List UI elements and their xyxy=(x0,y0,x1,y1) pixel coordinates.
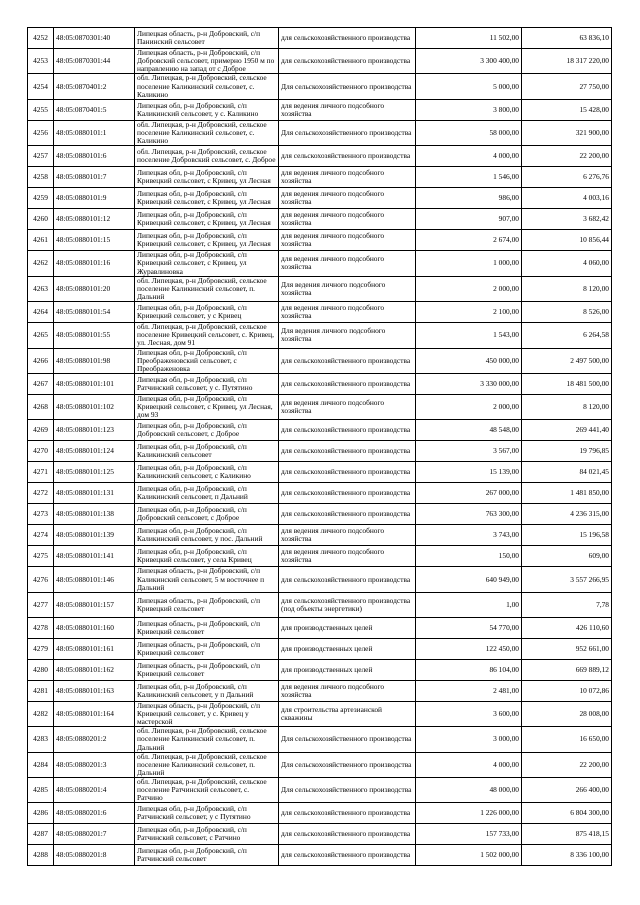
row-number-cell: 4269 xyxy=(28,420,54,441)
row-number-cell: 4257 xyxy=(28,146,54,167)
address-cell: Липецкая обл, р-н Добровский, с/п Ратчинский сельсовет, с Ратчино xyxy=(135,824,279,845)
cadastral-number-cell: 48:05:0880101:54 xyxy=(54,302,135,323)
cadastral-number-cell: 48:05:0880101:138 xyxy=(54,504,135,525)
table-row xyxy=(28,394,612,419)
table-row xyxy=(28,803,612,824)
cadastral-value-cell: 426 110,60 xyxy=(522,617,612,638)
cadastral-number-cell: 48:05:0880101:131 xyxy=(54,483,135,504)
cadastral-number-cell: 48:05:0880101:123 xyxy=(54,420,135,441)
table-row xyxy=(28,230,612,251)
table-row xyxy=(28,638,612,659)
table-row xyxy=(28,120,612,145)
address-cell: обл. Липецкая, р-н Добровский, сельское поселение Ратчинский сельсовет, с. Ратчино xyxy=(135,778,279,803)
permitted-use-cell: для ведения личного подсобного хозяйства xyxy=(279,251,416,276)
cadastral-value-cell: 15 428,00 xyxy=(522,99,612,120)
row-number-cell: 4260 xyxy=(28,209,54,230)
cadastral-number-cell: 48:05:0880101:146 xyxy=(54,567,135,592)
area-cell: 3 743,00 xyxy=(416,525,522,546)
area-cell: 1 226 000,00 xyxy=(416,803,522,824)
area-cell: 3 000,00 xyxy=(416,727,522,752)
address-cell: Липецкая обл, р-н Добровский, с/п Кривецкий сельсовет, с Кривец, ул Лесная, дом 93 xyxy=(135,394,279,419)
row-number-cell: 4264 xyxy=(28,302,54,323)
area-cell: 58 000,00 xyxy=(416,120,522,145)
cadastral-value-cell: 269 441,40 xyxy=(522,420,612,441)
cadastral-value-cell: 266 400,00 xyxy=(522,778,612,803)
row-number-cell: 4278 xyxy=(28,617,54,638)
row-number-cell: 4274 xyxy=(28,525,54,546)
table-row xyxy=(28,251,612,276)
cadastral-number-cell: 48:05:0880101:161 xyxy=(54,638,135,659)
cadastral-value-cell: 15 196,58 xyxy=(522,525,612,546)
permitted-use-cell: Для сельскохозяйственного производства xyxy=(279,727,416,752)
cadastral-number-cell: 48:05:0880101:141 xyxy=(54,546,135,567)
address-cell: Липецкая обл, р-н Добровский, с/п Кривецкий сельсовет, с Кривец, ул Лесная xyxy=(135,209,279,230)
row-number-cell: 4270 xyxy=(28,441,54,462)
cadastral-value-cell: 8 120,00 xyxy=(522,394,612,419)
cadastral-value-cell: 6 804 300,00 xyxy=(522,803,612,824)
area-cell: 2 000,00 xyxy=(416,394,522,419)
table-body xyxy=(28,28,612,866)
cadastral-number-cell: 48:05:0880201:6 xyxy=(54,803,135,824)
row-number-cell: 4266 xyxy=(28,348,54,373)
permitted-use-cell: для ведения личного подсобного хозяйства xyxy=(279,230,416,251)
table-row xyxy=(28,824,612,845)
cadastral-value-cell: 6 276,76 xyxy=(522,167,612,188)
cadastral-value-cell: 3 682,42 xyxy=(522,209,612,230)
area-cell: 48 548,00 xyxy=(416,420,522,441)
area-cell: 267 000,00 xyxy=(416,483,522,504)
cadastral-value-cell: 16 650,00 xyxy=(522,727,612,752)
area-cell: 450 000,00 xyxy=(416,348,522,373)
cadastral-value-cell: 4 236 315,00 xyxy=(522,504,612,525)
address-cell: Липецкая обл, р-н Добровский, с/п Кривецкий сельсовет, с Кривец, ул Лесная xyxy=(135,188,279,209)
cadastral-number-cell: 48:05:0880101:124 xyxy=(54,441,135,462)
area-cell: 86 104,00 xyxy=(416,659,522,680)
area-cell: 4 000,00 xyxy=(416,146,522,167)
area-cell: 2 100,00 xyxy=(416,302,522,323)
address-cell: Липецкая область, р-н Добровский, с/п Кривецкий сельсовет, у с. Кривец у мастерской xyxy=(135,701,279,726)
area-cell: 1,00 xyxy=(416,592,522,617)
cadastral-number-cell: 48:05:0880101:12 xyxy=(54,209,135,230)
address-cell: Липецкая обл, р-н Добровский, с/п Каликинский сельсовет, с Каликино xyxy=(135,462,279,483)
row-number-cell: 4279 xyxy=(28,638,54,659)
address-cell: обл. Липецкая, р-н Добровский, сельское поселение Каликинский сельсовет, п. Дальний xyxy=(135,276,279,301)
cadastral-value-cell: 8 336 100,00 xyxy=(522,845,612,866)
area-cell: 2 000,00 xyxy=(416,276,522,301)
area-cell: 150,00 xyxy=(416,546,522,567)
row-number-cell: 4261 xyxy=(28,230,54,251)
address-cell: обл. Липецкая, р-н Добровский, сельское поселение Кривецкий сельсовет, с. Кривец, ул. Лесная, дом 91 xyxy=(135,323,279,348)
area-cell: 907,00 xyxy=(416,209,522,230)
permitted-use-cell: для строительства артезианской скважины xyxy=(279,701,416,726)
row-number-cell: 4267 xyxy=(28,373,54,394)
area-cell: 763 300,00 xyxy=(416,504,522,525)
permitted-use-cell: для сельскохозяйственного производства xyxy=(279,483,416,504)
area-cell: 54 770,00 xyxy=(416,617,522,638)
permitted-use-cell: Для сельскохозяйственного производства xyxy=(279,74,416,99)
table-row xyxy=(28,276,612,301)
row-number-cell: 4259 xyxy=(28,188,54,209)
area-cell: 640 949,00 xyxy=(416,567,522,592)
permitted-use-cell: Для сельскохозяйственного производства xyxy=(279,752,416,777)
cadastral-number-cell: 48:05:0880101:15 xyxy=(54,230,135,251)
permitted-use-cell: для ведения личного подсобного хозяйства xyxy=(279,680,416,701)
permitted-use-cell: для ведения личного подсобного хозяйства xyxy=(279,394,416,419)
table-row xyxy=(28,462,612,483)
cadastral-value-cell: 321 900,00 xyxy=(522,120,612,145)
row-number-cell: 4256 xyxy=(28,120,54,145)
permitted-use-cell: для ведения личного подсобного хозяйства xyxy=(279,525,416,546)
area-cell: 2 481,00 xyxy=(416,680,522,701)
permitted-use-cell: для сельскохозяйственного производства xyxy=(279,504,416,525)
table-row xyxy=(28,845,612,866)
row-number-cell: 4272 xyxy=(28,483,54,504)
table-row xyxy=(28,483,612,504)
cadastral-number-cell: 48:05:0880101:164 xyxy=(54,701,135,726)
table-row xyxy=(28,167,612,188)
address-cell: обл. Липецкая, р-н Добровский, сельское поселение Каликинский сельсовет, п. Дальний xyxy=(135,727,279,752)
permitted-use-cell: для производственных целей xyxy=(279,617,416,638)
cadastral-value-cell: 952 661,00 xyxy=(522,638,612,659)
permitted-use-cell: для сельскохозяйственного производства xyxy=(279,49,416,74)
table-row xyxy=(28,302,612,323)
cadastral-number-cell: 48:05:0870401:2 xyxy=(54,74,135,99)
table-row xyxy=(28,659,612,680)
address-cell: Липецкая область, р-н Добровский, с/п Кривецкий сельсовет xyxy=(135,659,279,680)
address-cell: Липецкая обл, р-н Добровский, с/п Каликинский сельсовет, у пос. Дальний xyxy=(135,525,279,546)
address-cell: Липецкая обл, р-н Добровский, с/п Каликинский сельсовет, у п Дальний xyxy=(135,680,279,701)
cadastral-value-cell: 19 796,85 xyxy=(522,441,612,462)
cadastral-value-cell: 84 021,45 xyxy=(522,462,612,483)
permitted-use-cell: для сельскохозяйственного производства xyxy=(279,28,416,49)
cadastral-value-cell: 18 317 220,00 xyxy=(522,49,612,74)
address-cell: обл. Липецкая, р-н Добровский, сельское поселение Каликинский сельсовет, п. Дальний xyxy=(135,752,279,777)
permitted-use-cell: для ведения личного подсобного хозяйства xyxy=(279,302,416,323)
permitted-use-cell: для ведения личного подсобного хозяйства xyxy=(279,188,416,209)
table-row xyxy=(28,592,612,617)
area-cell: 1 502 000,00 xyxy=(416,845,522,866)
row-number-cell: 4263 xyxy=(28,276,54,301)
address-cell: Липецкая обл, р-н Добровский, с/п Ратчинский сельсовет xyxy=(135,845,279,866)
cadastral-number-cell: 48:05:0880201:7 xyxy=(54,824,135,845)
table-row xyxy=(28,525,612,546)
permitted-use-cell: для ведения личного подсобного хозяйства xyxy=(279,99,416,120)
cadastral-value-cell: 2 497 500,00 xyxy=(522,348,612,373)
table-row xyxy=(28,49,612,74)
row-number-cell: 4254 xyxy=(28,74,54,99)
cadastral-value-cell: 6 264,58 xyxy=(522,323,612,348)
cadastral-number-cell: 48:05:0880101:157 xyxy=(54,592,135,617)
cadastral-value-cell: 7,78 xyxy=(522,592,612,617)
permitted-use-cell: Для сельскохозяйственного производства xyxy=(279,778,416,803)
row-number-cell: 4252 xyxy=(28,28,54,49)
cadastral-value-cell: 8 120,00 xyxy=(522,276,612,301)
area-cell: 3 600,00 xyxy=(416,701,522,726)
cadastral-value-cell: 609,00 xyxy=(522,546,612,567)
permitted-use-cell: для сельскохозяйственного производства xyxy=(279,824,416,845)
cadastral-number-cell: 48:05:0880101:162 xyxy=(54,659,135,680)
address-cell: Липецкая область, р-н Добровский, с/п Кривецкий сельсовет xyxy=(135,592,279,617)
cadastral-value-cell: 10 072,86 xyxy=(522,680,612,701)
cadastral-value-cell: 4 003,16 xyxy=(522,188,612,209)
cadastral-number-cell: 48:05:0880101:7 xyxy=(54,167,135,188)
row-number-cell: 4255 xyxy=(28,99,54,120)
cadastral-number-cell: 48:05:0880101:139 xyxy=(54,525,135,546)
cadastral-number-cell: 48:05:0870401:5 xyxy=(54,99,135,120)
permitted-use-cell: для сельскохозяйственного производства xyxy=(279,146,416,167)
table-row xyxy=(28,701,612,726)
area-cell: 3 800,00 xyxy=(416,99,522,120)
table-row xyxy=(28,348,612,373)
address-cell: Липецкая обл, р-н Добровский, с/п Каликинский сельсовет xyxy=(135,441,279,462)
row-number-cell: 4282 xyxy=(28,701,54,726)
row-number-cell: 4288 xyxy=(28,845,54,866)
table-row xyxy=(28,752,612,777)
row-number-cell: 4286 xyxy=(28,803,54,824)
address-cell: обл. Липецкая, р-н Добровский, сельское поселение Добровский сельсовет, с. Доброе xyxy=(135,146,279,167)
cadastral-number-cell: 48:05:0880101:9 xyxy=(54,188,135,209)
cadastral-number-cell: 48:05:0870301:44 xyxy=(54,49,135,74)
area-cell: 1 546,00 xyxy=(416,167,522,188)
table-row xyxy=(28,504,612,525)
cadastral-number-cell: 48:05:0880101:160 xyxy=(54,617,135,638)
address-cell: Липецкая область, р-н Добровский, с/п Панинский сельсовет xyxy=(135,28,279,49)
cadastral-value-table xyxy=(27,27,612,866)
row-number-cell: 4268 xyxy=(28,394,54,419)
area-cell: 157 733,00 xyxy=(416,824,522,845)
address-cell: Липецкая обл, р-н Добровский, с/п Кривецкий сельсовет, с Кривец, ул Лесная xyxy=(135,167,279,188)
address-cell: Липецкая обл, р-н Добровский, с/п Ратчинский сельсовет, у с. Путятино xyxy=(135,373,279,394)
cadastral-value-cell: 1 481 850,00 xyxy=(522,483,612,504)
permitted-use-cell: для сельскохозяйственного производства (под объекты энергетики) xyxy=(279,592,416,617)
row-number-cell: 4273 xyxy=(28,504,54,525)
cadastral-number-cell: 48:05:0880201:3 xyxy=(54,752,135,777)
permitted-use-cell: для ведения личного подсобного хозяйства xyxy=(279,167,416,188)
permitted-use-cell: для сельскохозяйственного производства xyxy=(279,373,416,394)
table-row xyxy=(28,778,612,803)
row-number-cell: 4258 xyxy=(28,167,54,188)
address-cell: обл. Липецкая, р-н Добровский, сельское поселение Каликинский сельсовет, с. Каликино xyxy=(135,120,279,145)
permitted-use-cell: Для сельскохозяйственного производства xyxy=(279,120,416,145)
address-cell: Липецкая область, р-н Добровский, с/п Каликинский сельсовет, 5 м восточнее п Дальний xyxy=(135,567,279,592)
area-cell: 15 139,00 xyxy=(416,462,522,483)
cadastral-value-cell: 22 200,00 xyxy=(522,146,612,167)
cadastral-value-cell: 28 008,00 xyxy=(522,701,612,726)
row-number-cell: 4287 xyxy=(28,824,54,845)
cadastral-value-cell: 10 856,44 xyxy=(522,230,612,251)
cadastral-value-cell: 3 557 266,95 xyxy=(522,567,612,592)
cadastral-number-cell: 48:05:0880101:16 xyxy=(54,251,135,276)
address-cell: Липецкая область, р-н Добровский, с/п Кривецкий сельсовет xyxy=(135,638,279,659)
cadastral-number-cell: 48:05:0880101:102 xyxy=(54,394,135,419)
table-row xyxy=(28,727,612,752)
row-number-cell: 4281 xyxy=(28,680,54,701)
address-cell: Липецкая обл, р-н Добровский, с/п Добровский сельсовет, с Доброе xyxy=(135,420,279,441)
permitted-use-cell: для сельскохозяйственного производства xyxy=(279,348,416,373)
cadastral-value-cell: 18 481 500,00 xyxy=(522,373,612,394)
address-cell: Липецкая обл, р-н Добровский, с/п Добровский сельсовет, с Доброе xyxy=(135,504,279,525)
row-number-cell: 4276 xyxy=(28,567,54,592)
cadastral-number-cell: 48:05:0880101:55 xyxy=(54,323,135,348)
row-number-cell: 4275 xyxy=(28,546,54,567)
cadastral-number-cell: 48:05:0880201:2 xyxy=(54,727,135,752)
address-cell: Липецкая обл, р-н Добровский, с/п Преображеновский сельсовет, с Преображеновка xyxy=(135,348,279,373)
address-cell: Липецкая обл, р-н Добровский, с/п Кривецкий сельсовет, с Кривец, ул Журавлиновка xyxy=(135,251,279,276)
row-number-cell: 4271 xyxy=(28,462,54,483)
cadastral-number-cell: 48:05:0880201:4 xyxy=(54,778,135,803)
area-cell: 3 330 000,00 xyxy=(416,373,522,394)
area-cell: 5 000,00 xyxy=(416,74,522,99)
cadastral-number-cell: 48:05:0880101:163 xyxy=(54,680,135,701)
area-cell: 986,00 xyxy=(416,188,522,209)
row-number-cell: 4283 xyxy=(28,727,54,752)
cadastral-value-cell: 8 526,00 xyxy=(522,302,612,323)
area-cell: 3 567,00 xyxy=(416,441,522,462)
permitted-use-cell: для ведения личного подсобного хозяйства xyxy=(279,546,416,567)
area-cell: 48 000,00 xyxy=(416,778,522,803)
cadastral-number-cell: 48:05:0880101:20 xyxy=(54,276,135,301)
area-cell: 11 502,00 xyxy=(416,28,522,49)
area-cell: 1 543,00 xyxy=(416,323,522,348)
permitted-use-cell: для сельскохозяйственного производства xyxy=(279,441,416,462)
permitted-use-cell: для сельскохозяйственного производства xyxy=(279,420,416,441)
cadastral-number-cell: 48:05:0880101:125 xyxy=(54,462,135,483)
address-cell: Липецкая область, р-н Добровский, с/п Кривецкий сельсовет xyxy=(135,617,279,638)
row-number-cell: 4280 xyxy=(28,659,54,680)
table-row xyxy=(28,323,612,348)
cadastral-number-cell: 48:05:0880101:101 xyxy=(54,373,135,394)
row-number-cell: 4265 xyxy=(28,323,54,348)
cadastral-number-cell: 48:05:0880101:6 xyxy=(54,146,135,167)
area-cell: 3 300 400,00 xyxy=(416,49,522,74)
area-cell: 2 674,00 xyxy=(416,230,522,251)
cadastral-value-cell: 22 200,00 xyxy=(522,752,612,777)
area-cell: 1 000,00 xyxy=(416,251,522,276)
cadastral-value-cell: 875 418,15 xyxy=(522,824,612,845)
table-row xyxy=(28,28,612,49)
area-cell: 4 000,00 xyxy=(416,752,522,777)
address-cell: Липецкая обл, р-н Добровский, с/п Ратчинский сельсовет, у с Путятино xyxy=(135,803,279,824)
cadastral-value-cell: 63 836,10 xyxy=(522,28,612,49)
address-cell: Липецкая обл, р-н Добровский, с/п Кривецкий сельсовет, с Кривец, ул Лесная xyxy=(135,230,279,251)
cadastral-value-cell: 27 750,00 xyxy=(522,74,612,99)
permitted-use-cell: для производственных целей xyxy=(279,638,416,659)
table-row xyxy=(28,146,612,167)
address-cell: Липецкая обл, р-н Добровский, с/п Кривецкий сельсовет, у с Кривец xyxy=(135,302,279,323)
address-cell: Липецкая обл, р-н Добровский, с/п Каликинский сельсовет, у с. Каликино xyxy=(135,99,279,120)
table-row xyxy=(28,617,612,638)
table-row xyxy=(28,373,612,394)
row-number-cell: 4253 xyxy=(28,49,54,74)
row-number-cell: 4262 xyxy=(28,251,54,276)
address-cell: Липецкая область, р-н Добровский, с/п Добровский сельсовет, примерно 1950 м по направлению на запад от с Доброе xyxy=(135,49,279,74)
cadastral-number-cell: 48:05:0880101:98 xyxy=(54,348,135,373)
permitted-use-cell: Для ведения личного подсобного хозяйства xyxy=(279,276,416,301)
row-number-cell: 4277 xyxy=(28,592,54,617)
address-cell: обл. Липецкая, р-н Добровский, сельское поселение Каликинский сельсовет, с. Каликино xyxy=(135,74,279,99)
table-row xyxy=(28,188,612,209)
cadastral-number-cell: 48:05:0870301:40 xyxy=(54,28,135,49)
permitted-use-cell: для сельскохозяйственного производства xyxy=(279,803,416,824)
permitted-use-cell: для сельскохозяйственного производства xyxy=(279,567,416,592)
cadastral-value-cell: 669 889,12 xyxy=(522,659,612,680)
permitted-use-cell: для сельскохозяйственного производства xyxy=(279,845,416,866)
permitted-use-cell: для сельскохозяйственного производства xyxy=(279,462,416,483)
row-number-cell: 4285 xyxy=(28,778,54,803)
permitted-use-cell: Для ведения личного подсобного хозяйства xyxy=(279,323,416,348)
cadastral-number-cell: 48:05:0880101:1 xyxy=(54,120,135,145)
table-row xyxy=(28,99,612,120)
table-row xyxy=(28,680,612,701)
address-cell: Липецкая обл, р-н Добровский, с/п Каликинский сельсовет, п Дальний xyxy=(135,483,279,504)
permitted-use-cell: для производственных целей xyxy=(279,659,416,680)
cadastral-value-cell: 4 060,00 xyxy=(522,251,612,276)
address-cell: Липецкая обл, р-н Добровский, с/п Кривецкий сельсовет, у села Кривец xyxy=(135,546,279,567)
table-row xyxy=(28,420,612,441)
row-number-cell: 4284 xyxy=(28,752,54,777)
area-cell: 122 450,00 xyxy=(416,638,522,659)
cadastral-number-cell: 48:05:0880201:8 xyxy=(54,845,135,866)
table-row xyxy=(28,209,612,230)
table-row xyxy=(28,546,612,567)
permitted-use-cell: для ведения личного подсобного хозяйства xyxy=(279,209,416,230)
table-row xyxy=(28,567,612,592)
table-row xyxy=(28,441,612,462)
table-row xyxy=(28,74,612,99)
